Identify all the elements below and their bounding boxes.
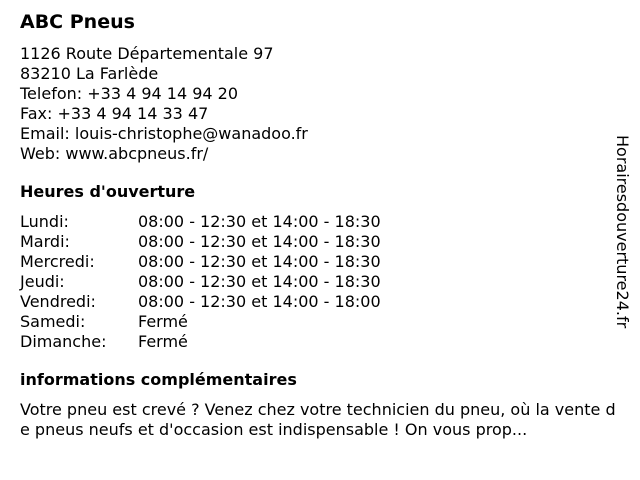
hours-time: Fermé [138, 332, 188, 351]
hours-day: Mercredi: [20, 252, 95, 271]
info-heading: informations complémentaires [20, 370, 297, 389]
hours-day: Dimanche: [20, 332, 107, 351]
hours-row-mercredi [20, 252, 620, 272]
hours-time: 08:00 - 12:30 et 14:00 - 18:00 [138, 292, 381, 311]
hours-table [20, 212, 620, 352]
hours-row-samedi [20, 312, 620, 332]
address-city: 83210 La Farlède [20, 64, 159, 83]
business-name: ABC Pneus [20, 11, 135, 33]
hours-time: 08:00 - 12:30 et 14:00 - 18:30 [138, 272, 381, 291]
email-address: Email: louis-christophe@wanadoo.fr [20, 124, 308, 143]
hours-time: Fermé [138, 312, 188, 331]
hours-day: Vendredi: [20, 292, 96, 311]
hours-time: 08:00 - 12:30 et 14:00 - 18:30 [138, 212, 381, 231]
hours-day: Lundi: [20, 212, 69, 231]
hours-day: Mardi: [20, 232, 70, 251]
hours-time: 08:00 - 12:30 et 14:00 - 18:30 [138, 252, 381, 271]
phone-number: Telefon: +33 4 94 14 94 20 [20, 84, 239, 103]
hours-day: Jeudi: [20, 272, 65, 291]
website: Web: www.abcpneus.fr/ [20, 144, 209, 163]
hours-day: Samedi: [20, 312, 86, 331]
hours-row-vendredi [20, 292, 620, 312]
address-street: 1126 Route Départementale 97 [20, 44, 274, 63]
hours-row-lundi [20, 212, 620, 232]
watermark-text: Horairesdouverture24.fr [613, 135, 632, 329]
hours-heading: Heures d'ouverture [20, 182, 196, 201]
hours-time: 08:00 - 12:30 et 14:00 - 18:30 [138, 232, 381, 251]
hours-row-mardi [20, 232, 620, 252]
info-description: Votre pneu est crevé ? Venez chez votre technicien du pneu, où la vente de pneus neufs et d'occasion est indispensable ! On vous prop... [20, 400, 616, 439]
hours-row-dimanche [20, 332, 620, 352]
fax-number: Fax: +33 4 94 14 33 47 [20, 104, 209, 123]
hours-row-jeudi [20, 272, 620, 292]
business-card [20, 10, 620, 440]
